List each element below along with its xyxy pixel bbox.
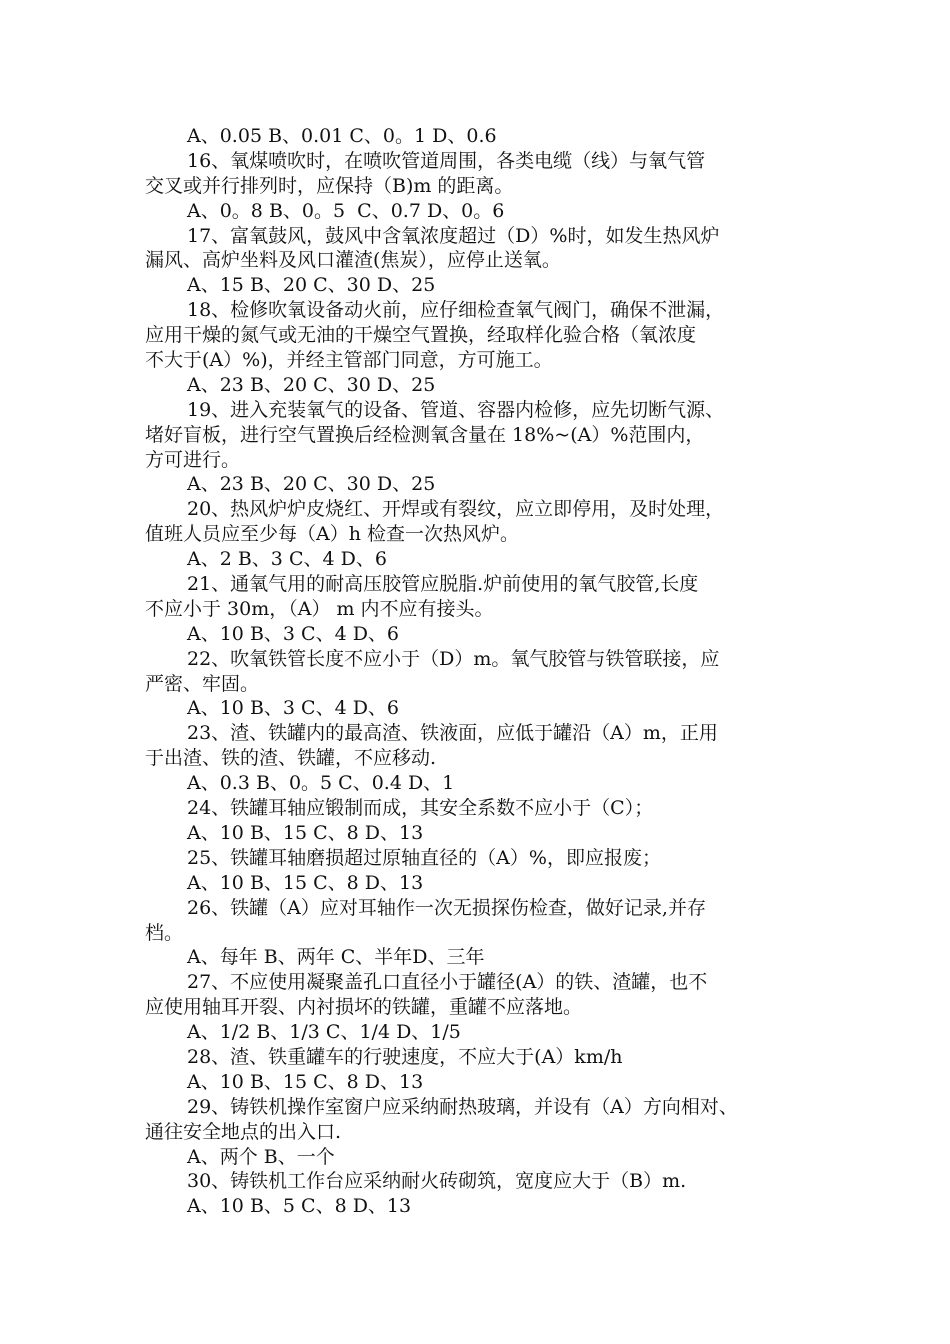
text-line: 27、不应使用凝聚盖孔口直径小于罐径(A）的铁、渣罐，也不 — [187, 971, 708, 994]
text-line: 不应小于 30m，（A） m 内不应有接头。 — [145, 597, 494, 620]
text-line: 不大于(A）%)，并经主管部门同意，方可施工。 — [145, 349, 553, 372]
text-line: 堵好盲板，进行空气置换后经检测氧含量在 18%~(A）%范围内， — [145, 423, 705, 446]
text-line: 23、渣、铁罐内的最高渣、铁液面，应低于罐沿（A）m，正用 — [187, 722, 718, 745]
text-line: 16、氧煤喷吹时，在喷吹管道周围，各类电缆（线）与氧气管 — [187, 149, 706, 172]
text-line: A、0。8 B、0。5 C、0.7 D、0。6 — [187, 199, 505, 222]
document-body — [145, 124, 815, 1219]
text-line: A、23 B、20 C、30 D、25 — [187, 373, 436, 396]
text-line: 漏风、高炉坐料及风口灌渣(焦炭），应停止送氧。 — [145, 249, 561, 272]
text-line: 26、铁罐（A）应对耳轴作一次无损探伤检查，做好记录,并存 — [187, 896, 706, 919]
text-line: 方可进行。 — [145, 448, 241, 471]
text-line: A、0.05 B、0.01 C、0。1 D、0.6 — [187, 125, 497, 147]
text-line: 19、进入充装氧气的设备、管道、容器内检修，应先切断气源、 — [187, 398, 725, 421]
text-line: A、两个 B、一个 — [187, 1145, 335, 1168]
text-line: A、1/2 B、1/3 C、1/4 D、1/5 — [187, 1021, 461, 1044]
text-line: 25、铁罐耳轴磨损超过原轴直径的（A）%，即应报废； — [187, 846, 661, 869]
text-line: 值班人员应至少每（A）h 检查一次热风炉。 — [145, 523, 519, 546]
text-line: A、10 B、15 C、8 D、13 — [187, 871, 424, 894]
text-line: A、10 B、5 C、8 D、13 — [187, 1195, 412, 1218]
text-line: 30、铸铁机工作台应采纳耐火砖砌筑，宽度应大于（B）m. — [187, 1170, 687, 1193]
text-line: A、0.3 B、0。5 C、0.4 D、1 — [187, 772, 455, 795]
text-line: 20、热风炉炉皮烧红、开焊或有裂纹，应立即停用，及时处理， — [187, 498, 725, 521]
text-line: A、23 B、20 C、30 D、25 — [187, 473, 436, 496]
text-line: A、15 B、20 C、30 D、25 — [187, 274, 436, 297]
text-line: 交叉或并行排列时，应保持（B)m 的距离。 — [145, 174, 514, 197]
text-line: 17、富氧鼓风，鼓风中含氧浓度超过（D）%时，如发生热风炉 — [187, 224, 720, 247]
text-line: 应用干燥的氮气或无油的干燥空气置换，经取样化验合格（氧浓度 — [145, 324, 697, 347]
text-line: 档。 — [145, 921, 184, 944]
text-line: A、10 B、15 C、8 D、13 — [187, 1070, 424, 1093]
text-line: A、10 B、3 C、4 D、6 — [187, 622, 400, 645]
text-line: 通往安全地点的出入口. — [145, 1120, 342, 1143]
text-line: A、10 B、15 C、8 D、13 — [187, 821, 424, 844]
text-line: A、2 B、3 C、4 D、6 — [187, 548, 387, 571]
text-line: 21、通氧气用的耐高压胶管应脱脂.炉前使用的氧气胶管,长度 — [187, 573, 699, 596]
text-line: 24、铁罐耳轴应锻制而成，其安全系数不应小于（C）； — [187, 797, 654, 820]
text-line: A、每年 B、两年 C、半年D、三年 — [187, 946, 485, 969]
text-line: 29、铸铁机操作室窗户应采纳耐热玻璃，并设有（A）方向相对、 — [187, 1095, 738, 1118]
text-line: 22、吹氧铁管长度不应小于（D）m。氧气胶管与铁管联接，应 — [187, 647, 720, 670]
text-line: 18、检修吹氧设备动火前，应仔细检查氧气阀门，确保不泄漏， — [187, 299, 725, 322]
text-line: 28、渣、铁重罐车的行驶速度，不应大于(A）km/h — [187, 1045, 623, 1068]
text-line: 严密、牢固。 — [145, 672, 260, 695]
text-line: 应使用轴耳开裂、内衬损坏的铁罐，重罐不应落地。 — [145, 996, 583, 1019]
text-line: 于出渣、铁的渣、铁罐，不应移动. — [145, 747, 437, 770]
text-line: A、10 B、3 C、4 D、6 — [187, 697, 400, 720]
